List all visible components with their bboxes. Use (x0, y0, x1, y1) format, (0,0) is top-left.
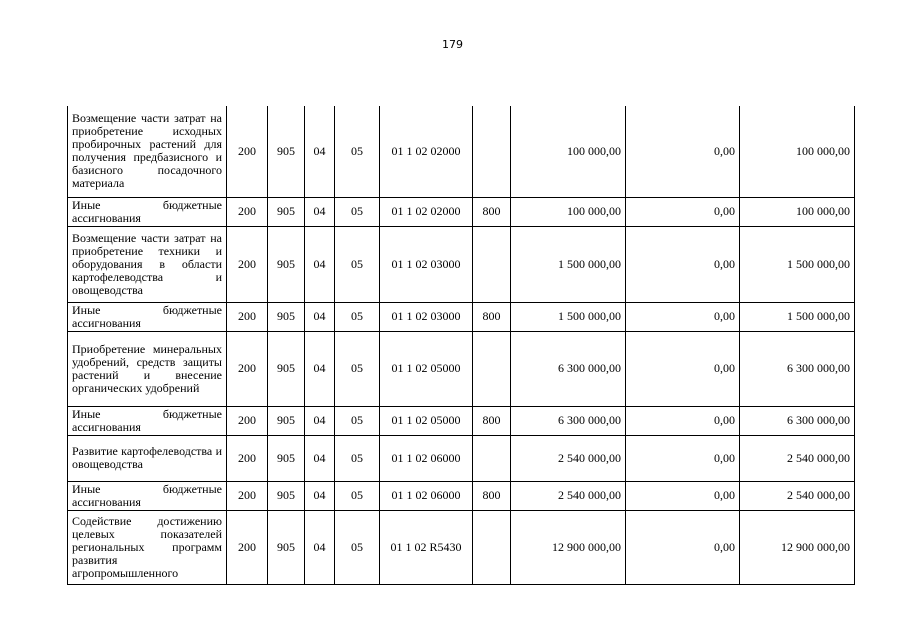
cell-v1: 100 000,00 (511, 197, 626, 226)
cell-c2: 905 (268, 406, 305, 435)
cell-type (473, 435, 511, 481)
cell-c2: 905 (268, 481, 305, 510)
cell-v1: 6 300 000,00 (511, 331, 626, 406)
cell-c2: 905 (268, 197, 305, 226)
cell-c3: 04 (305, 510, 335, 584)
cell-c2: 905 (268, 435, 305, 481)
table-row (68, 106, 855, 197)
cell-code: 01 1 02 03000 (380, 226, 473, 302)
cell-type: 800 (473, 302, 511, 331)
cell-v3: 1 500 000,00 (740, 226, 855, 302)
cell-type (473, 106, 511, 197)
cell-c3: 04 (305, 197, 335, 226)
cell-code: 01 1 02 R5430 (380, 510, 473, 584)
cell-c2: 905 (268, 510, 305, 584)
cell-v3: 2 540 000,00 (740, 481, 855, 510)
cell-c4: 05 (335, 510, 380, 584)
table-row (68, 435, 855, 481)
row-name: Развитие картофелеводства и овощеводства (68, 435, 227, 481)
cell-type: 800 (473, 481, 511, 510)
cell-c2: 905 (268, 226, 305, 302)
cell-c4: 05 (335, 302, 380, 331)
cell-v3: 12 900 000,00 (740, 510, 855, 584)
cell-v3: 6 300 000,00 (740, 331, 855, 406)
cell-type (473, 226, 511, 302)
cell-v2: 0,00 (626, 106, 740, 197)
cell-c3: 04 (305, 406, 335, 435)
cell-v3: 2 540 000,00 (740, 435, 855, 481)
cell-code: 01 1 02 02000 (380, 197, 473, 226)
table-row (68, 481, 855, 510)
row-name: Возмещение части затрат на приобретение исходных пробирочных растений для получения предбазисного и базисного посадочного материала (68, 106, 227, 197)
cell-c1: 200 (227, 302, 268, 331)
cell-code: 01 1 02 06000 (380, 435, 473, 481)
cell-v3: 100 000,00 (740, 106, 855, 197)
cell-c1: 200 (227, 226, 268, 302)
cell-v1: 2 540 000,00 (511, 435, 626, 481)
cell-v2: 0,00 (626, 197, 740, 226)
table-row (68, 406, 855, 435)
cell-c1: 200 (227, 435, 268, 481)
cell-v1: 12 900 000,00 (511, 510, 626, 584)
cell-type (473, 331, 511, 406)
cell-code: 01 1 02 02000 (380, 106, 473, 197)
cell-v2: 0,00 (626, 406, 740, 435)
cell-c4: 05 (335, 226, 380, 302)
row-name: Иные бюджетные ассигнования (68, 302, 227, 331)
cell-c1: 200 (227, 331, 268, 406)
row-name: Иные бюджетные ассигнования (68, 197, 227, 226)
cell-c3: 04 (305, 435, 335, 481)
cell-v2: 0,00 (626, 481, 740, 510)
cell-type: 800 (473, 406, 511, 435)
cell-c3: 04 (305, 302, 335, 331)
cell-c1: 200 (227, 197, 268, 226)
cell-v2: 0,00 (626, 331, 740, 406)
cell-c1: 200 (227, 106, 268, 197)
cell-code: 01 1 02 03000 (380, 302, 473, 331)
table-row (68, 510, 855, 584)
cell-c1: 200 (227, 406, 268, 435)
cell-v1: 2 540 000,00 (511, 481, 626, 510)
row-name: Приобретение минеральных удобрений, средств защиты растений и внесение органических удобрений (68, 331, 227, 406)
cell-c4: 05 (335, 435, 380, 481)
cell-c1: 200 (227, 510, 268, 584)
cell-v1: 1 500 000,00 (511, 226, 626, 302)
cell-c3: 04 (305, 481, 335, 510)
cell-c3: 04 (305, 226, 335, 302)
cell-c4: 05 (335, 331, 380, 406)
cell-c4: 05 (335, 106, 380, 197)
cell-type: 800 (473, 197, 511, 226)
cell-c3: 04 (305, 331, 335, 406)
cell-v3: 100 000,00 (740, 197, 855, 226)
table-row (68, 302, 855, 331)
cell-code: 01 1 02 05000 (380, 406, 473, 435)
table-row (68, 197, 855, 226)
cell-c4: 05 (335, 197, 380, 226)
row-name: Иные бюджетные ассигнования (68, 406, 227, 435)
cell-code: 01 1 02 05000 (380, 331, 473, 406)
cell-v2: 0,00 (626, 302, 740, 331)
cell-c3: 04 (305, 106, 335, 197)
cell-v1: 6 300 000,00 (511, 406, 626, 435)
cell-c2: 905 (268, 331, 305, 406)
row-name: Возмещение части затрат на приобретение техники и оборудования в области картофелеводства и овощеводства (68, 226, 227, 302)
cell-c4: 05 (335, 481, 380, 510)
table-row (68, 331, 855, 406)
cell-v2: 0,00 (626, 435, 740, 481)
cell-c2: 905 (268, 106, 305, 197)
row-name: Иные бюджетные ассигнования (68, 481, 227, 510)
cell-v2: 0,00 (626, 510, 740, 584)
cell-v1: 1 500 000,00 (511, 302, 626, 331)
cell-type (473, 510, 511, 584)
cell-c2: 905 (268, 302, 305, 331)
budget-table (67, 106, 855, 585)
page-number: 179 (442, 38, 463, 51)
table-row (68, 226, 855, 302)
cell-v3: 6 300 000,00 (740, 406, 855, 435)
cell-v2: 0,00 (626, 226, 740, 302)
cell-c4: 05 (335, 406, 380, 435)
row-name: Содействие достижению целевых показателей региональных программ развития агропромышленного (68, 510, 227, 584)
cell-v3: 1 500 000,00 (740, 302, 855, 331)
cell-v1: 100 000,00 (511, 106, 626, 197)
cell-code: 01 1 02 06000 (380, 481, 473, 510)
cell-c1: 200 (227, 481, 268, 510)
